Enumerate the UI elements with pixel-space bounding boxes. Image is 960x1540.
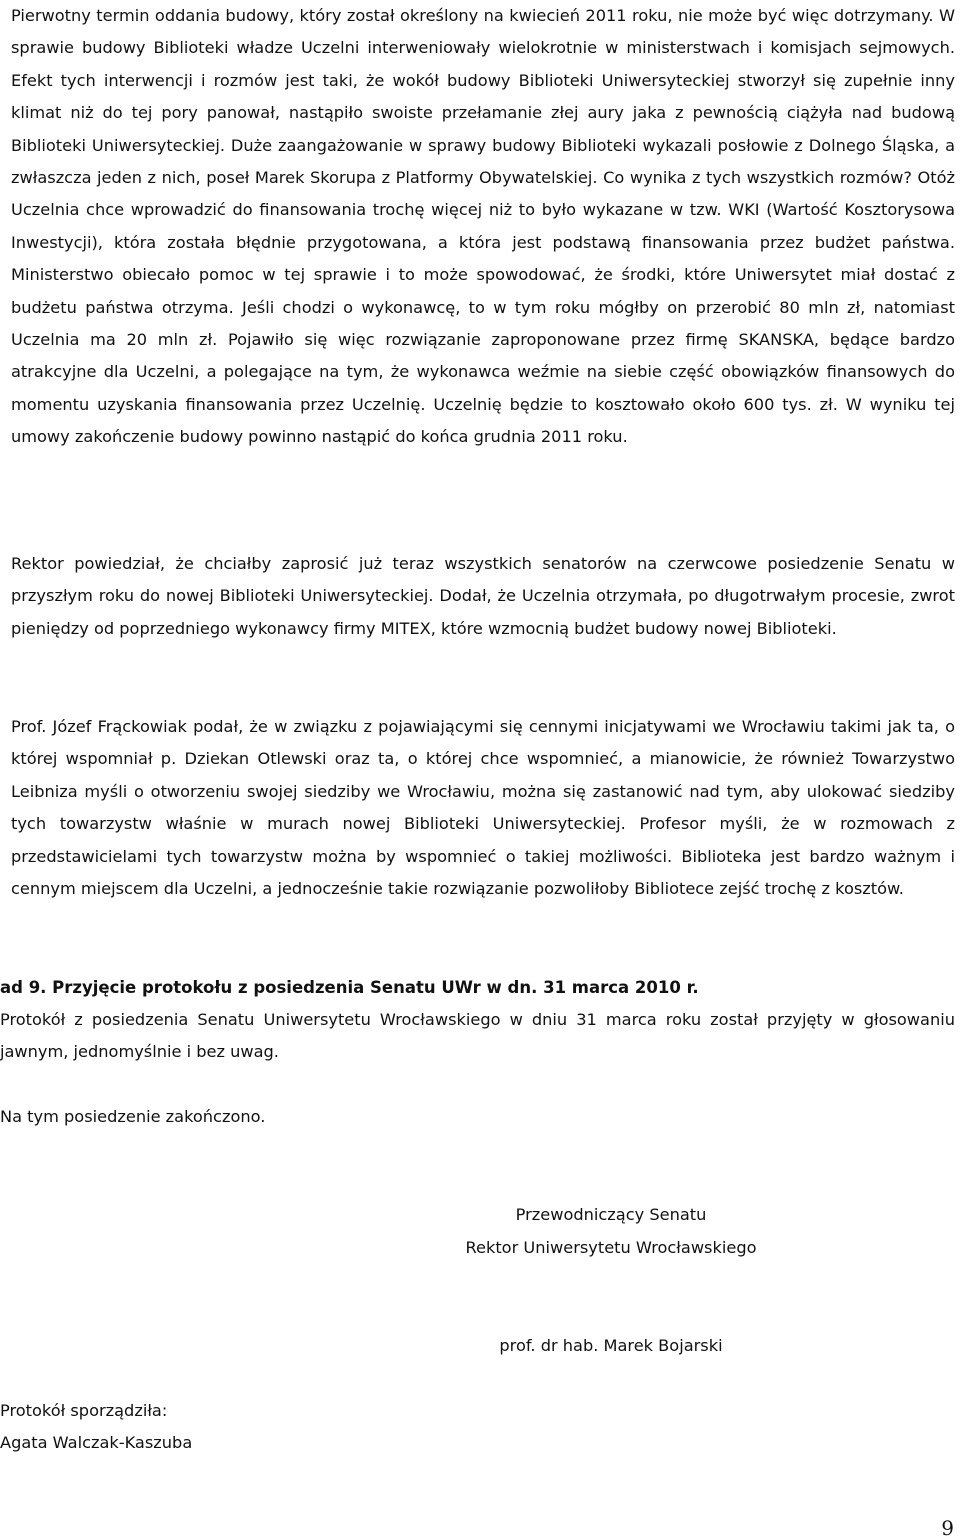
prepared-by-name: Agata Walczak-Kaszuba — [0, 1433, 193, 1452]
agenda-item-heading: ad 9. Przyjęcie protokołu z posiedzenia Senatu UWr w dn. 31 marca 2010 r. — [0, 978, 699, 997]
agenda-item-text: Protokół z posiedzenia Senatu Uniwersytetu Wrocławskiego w dniu 31 marca roku został przyjęty w głosowaniu jawnym, jednomyślnie i bez uwag. — [0, 1010, 955, 1061]
signature-name: prof. dr hab. Marek Bojarski — [499, 1336, 723, 1355]
signature-title: Przewodniczący Senatu — [515, 1205, 707, 1224]
page-number: 9 — [941, 1516, 954, 1540]
closing-statement: Na tym posiedzenie zakończono. — [0, 1107, 266, 1126]
signature-position: Rektor Uniwersytetu Wrocławskiego — [465, 1238, 757, 1257]
paragraph-frackowiak-proposal: Prof. Józef Frąckowiak podał, że w związku z pojawiającymi się cennymi inicjatywami we Wrocławiu takimi jak ta, o której wspomniał p. Dziekan Otlewski oraz ta, o której chce wspomnieć, a mianowicie, że również Towarzystwo Leibniza myśli o otworzeniu swojej siedziby we Wrocławiu, można się zastanowić nad tym, aby ulokować siedziby tych towarzystw właśnie w murach nowej Biblioteki Uniwersyteckiej. Profesor myśli, że w rozmowach z przedstawicielami tych towarzystw można by wspomnieć o takiej możliwości. Biblioteka jest bardzo ważnym i cennym miejscem dla Uczelni, a jednocześnie takie rozwiązanie pozwoliłoby Bibliotece zejść trochę z kosztów. — [11, 717, 955, 899]
paragraph-rector-invitation: Rektor powiedział, że chciałby zaprosić już teraz wszystkich senatorów na czerwcowe posiedzenie Senatu w przyszłym roku do nowej Biblioteki Uniwersyteckiej. Dodał, że Uczelnia otrzymała, po długotrwałym procesie, zwrot pieniędzy od poprzedniego wykonawcy firmy MITEX, które wzmocnią budżet budowy nowej Biblioteki. — [11, 554, 955, 638]
prepared-by-label: Protokół sporządziła: — [0, 1401, 168, 1420]
paragraph-library-construction: Pierwotny termin oddania budowy, który został określony na kwiecień 2011 roku, nie może być więc dotrzymany. W sprawie budowy Biblioteki władze Uczelni interweniowały wielokrotnie w ministerstwach i komisjach sejmowych. Efekt tych interwencji i rozmów jest taki, że wokół budowy Biblioteki Uniwersyteckiej stworzył się zupełnie inny klimat niż do tej pory panował, nastąpiło swoiste przełamanie złej aury jaka z pewnością ciążyła nad budową Biblioteki Uniwersyteckiej. Duże zaangażowanie w sprawy budowy Biblioteki wykazali posłowie z Dolnego Śląska, a zwłaszcza jeden z nich, poseł Marek Skorupa z Platformy Obywatelskiej. Co wynika z tych wszystkich rozmów? Otóż Uczelnia chce wprowadzić do finansowania trochę więcej niż to było wykazane w tzw. WKI (Wartość Kosztorysowa Inwestycji), która została błędnie przygotowana, a która jest podstawą finansowania przez budżet państwa. Ministerstwo obiecało pomoc w tej sprawie i to może spowodować, że środki, które Uniwersytet miał dostać z budżetu państwa otrzyma. Jeśli chodzi o wykonawcę, to w tym roku mógłby on przerobić 80 mln zł, natomiast Uczelnia ma 20 mln zł. Pojawiło się więc rozwiązanie zaproponowane przez firmę SKANSKA, będące bardzo atrakcyjne dla Uczelni, a polegające na tym, że wykonawca weźmie na siebie część obowiązków finansowych do momentu uzyskania finansowania przez Uczelnię. Uczelnię będzie to kosztowało około 600 tys. zł. W wyniku tej umowy zakończenie budowy powinno nastąpić do końca grudnia 2011 roku. — [11, 6, 955, 447]
